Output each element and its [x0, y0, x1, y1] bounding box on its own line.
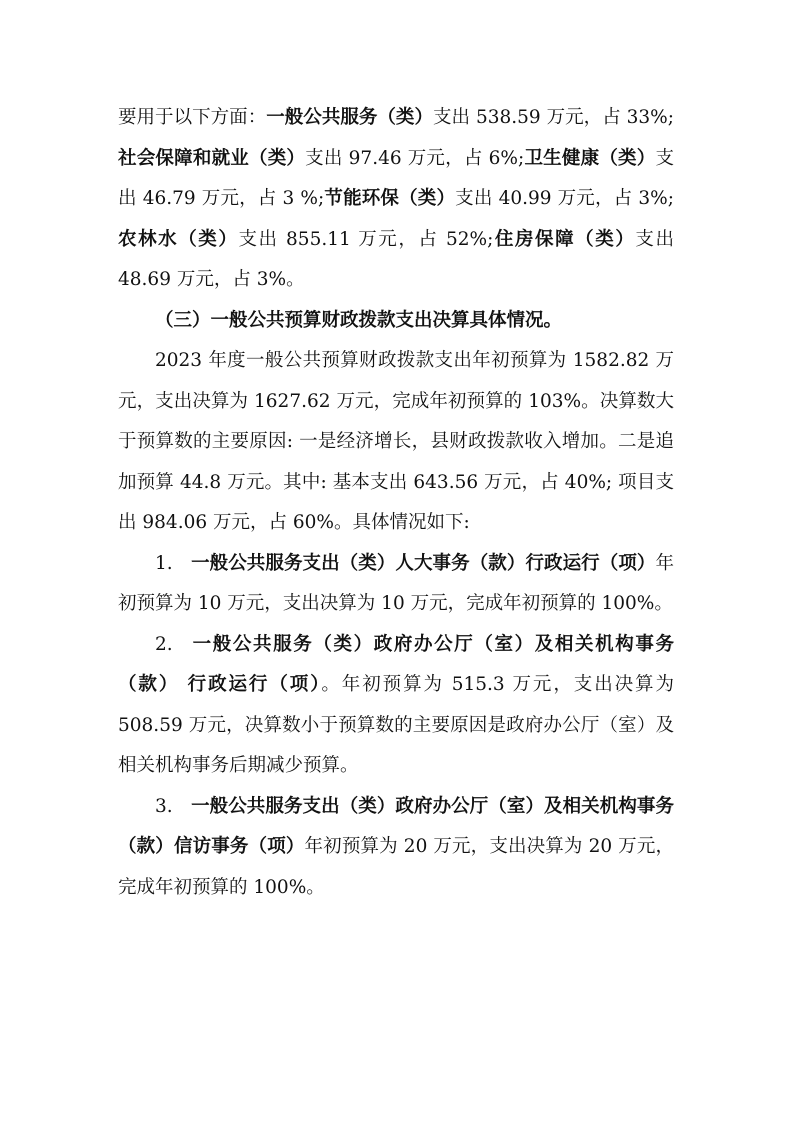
list-item-1 [118, 544, 674, 625]
bold-category: 社会保障和就业（类） [118, 147, 306, 169]
text-segment: 支出 48.69 万元，占 3%。 [118, 228, 674, 290]
bold-category: 卫生健康（类） [524, 147, 656, 169]
list-item-2 [118, 625, 674, 787]
item-text: 。年初预算为 515.3 万元，支出决算为 508.59 万元，决算数小于预算数的主要原因是政府办公厅（室）及相关机构事务后期减少预算。 [118, 674, 674, 776]
text-segment: 要用于以下方面： [118, 107, 267, 128]
text-segment: 支出 40.99 万元，占 3%; [455, 188, 674, 209]
item-title: 一般公共服务支出（类）政府办公厅（室）及相关机构事务（款）信访事务（项） [118, 795, 674, 857]
text-segment: 支出 538.59 万元，占 33%; [433, 107, 674, 128]
item-number: 3. [155, 795, 173, 817]
text-segment: 支出 855.11 万元，占 52%; [238, 228, 494, 250]
list-item-3 [118, 787, 674, 909]
item-text: 年初预算为 10 万元，支出决算为 10 万元，完成年初预算的 100%。 [118, 552, 674, 614]
bold-category: 一般公共服务（类） [266, 107, 433, 128]
item-number: 1. [155, 552, 173, 574]
bold-category: 节能环保（类） [324, 188, 456, 209]
bold-category: 农林水（类） [118, 228, 239, 250]
item-number: 2. [155, 633, 173, 655]
item-title: 一般公共服务支出（类）人大事务（款）行政运行（项） [191, 552, 656, 574]
expenditure-breakdown-paragraph [118, 98, 674, 301]
budget-summary-paragraph: 2023 年度一般公共预算财政拨款支出年初预算为 1582.82 万元，支出决算为 1627.62 万元，完成年初预算的 103%。决算数大于预算数的主要原因: 一是经济增长，县财政拨款收入增加。二是追加预算 44.8 万元。其中: 基本支出 643.56 万元，占 40%; 项目支出 984.06 万元，占 60%。具体情况如下: [118, 350, 674, 533]
item-text: 年初预算为 20 万元，支出决算为 20 万元，完成年初预算的 100%。 [118, 836, 674, 898]
section-heading: （三）一般公共预算财政拨款支出决算具体情况。 [155, 309, 563, 331]
text-segment: 支出 46.79 万元，占 3 %; [118, 147, 674, 209]
text-segment: 支出 97.46 万元，占 6%; [305, 147, 525, 169]
document-page [118, 98, 674, 908]
bold-category: 住房保障（类） [493, 228, 636, 250]
item-title: 一般公共服务（类）政府办公厅（室）及相关机构事务（款） 行政运行（项） [118, 633, 674, 695]
